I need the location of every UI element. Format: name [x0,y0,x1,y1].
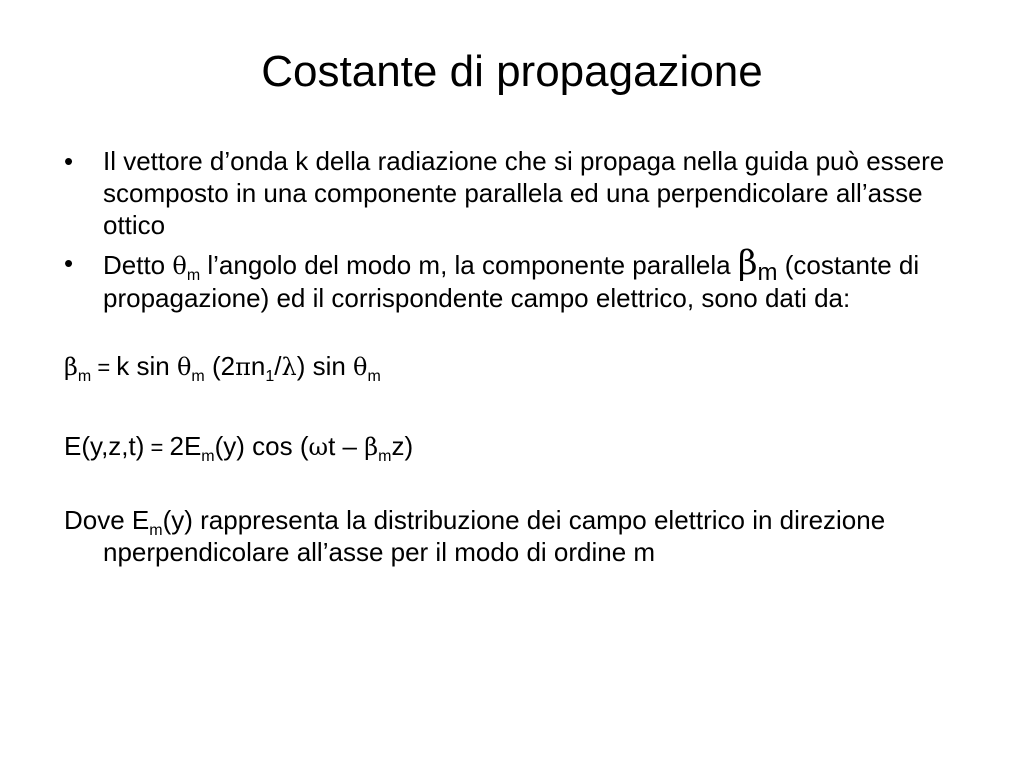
formula-text: E(y,z,t) [64,431,145,461]
omega-symbol: ω [308,433,329,461]
bullet-list [64,145,974,314]
note-text: (y) rappresenta la distribuzione dei campo elettrico in direzione nperpendicolare all’asse per il modo di ordine m [103,505,886,567]
formula-text: ) sin [296,351,354,381]
theta-symbol: θ [172,252,187,280]
note-text: Dove E [64,505,150,535]
n-subscript: 1 [265,368,275,385]
formula-text: t – [328,431,365,461]
electric-field-formula [64,430,974,464]
formula-text: n [250,351,266,381]
field-distribution-note [64,504,974,568]
equals-sign: = [91,355,117,380]
beta-symbol: β [737,243,758,283]
beta-subscript: m [77,368,92,385]
pi-symbol: π [235,353,251,381]
slash: / [274,351,282,381]
beta-subscript: m [378,448,392,465]
bullet-item-wave-vector [64,145,974,241]
formula-text: z) [391,431,414,461]
lambda-symbol: λ [281,353,297,381]
beta-symbol: β [64,353,78,381]
bullet-text: Il vettore d’onda k della radiazione che si propaga nella guida può essere scomposto in una componente parallela ed una perpendicolare all’asse ottico [103,146,945,240]
bullet-icon: • [64,248,74,278]
formula-text: (2 [204,351,236,381]
e-subscript: m [201,448,215,465]
theta-subscript: m [367,368,381,385]
theta-symbol: θ [176,353,192,381]
formula-text: 2E [169,431,202,461]
theta-subscript: m [186,267,201,284]
e-subscript: m [149,522,163,539]
theta-subscript: m [191,368,205,385]
theta-symbol: θ [353,353,368,381]
equals-sign: = [144,435,170,460]
formula-text: k sin [116,351,177,381]
bullet-item-mode-angle [64,243,974,314]
propagation-constant-formula [64,350,974,384]
bullet-icon: • [64,146,74,176]
formula-text: (y) cos ( [214,431,309,461]
bullet-text-part3: (costante di propagazione) ed il corrispondente campo elettrico, sono dati da: [103,250,920,313]
slide-content [64,145,974,568]
beta-symbol: β [364,433,379,461]
bullet-text-part2: l’angolo del modo m, la componente parallela [200,250,738,280]
beta-subscript: m [757,259,778,286]
bullet-text-part1: Detto [103,250,173,280]
slide-title: Costante di propagazione [261,47,763,96]
